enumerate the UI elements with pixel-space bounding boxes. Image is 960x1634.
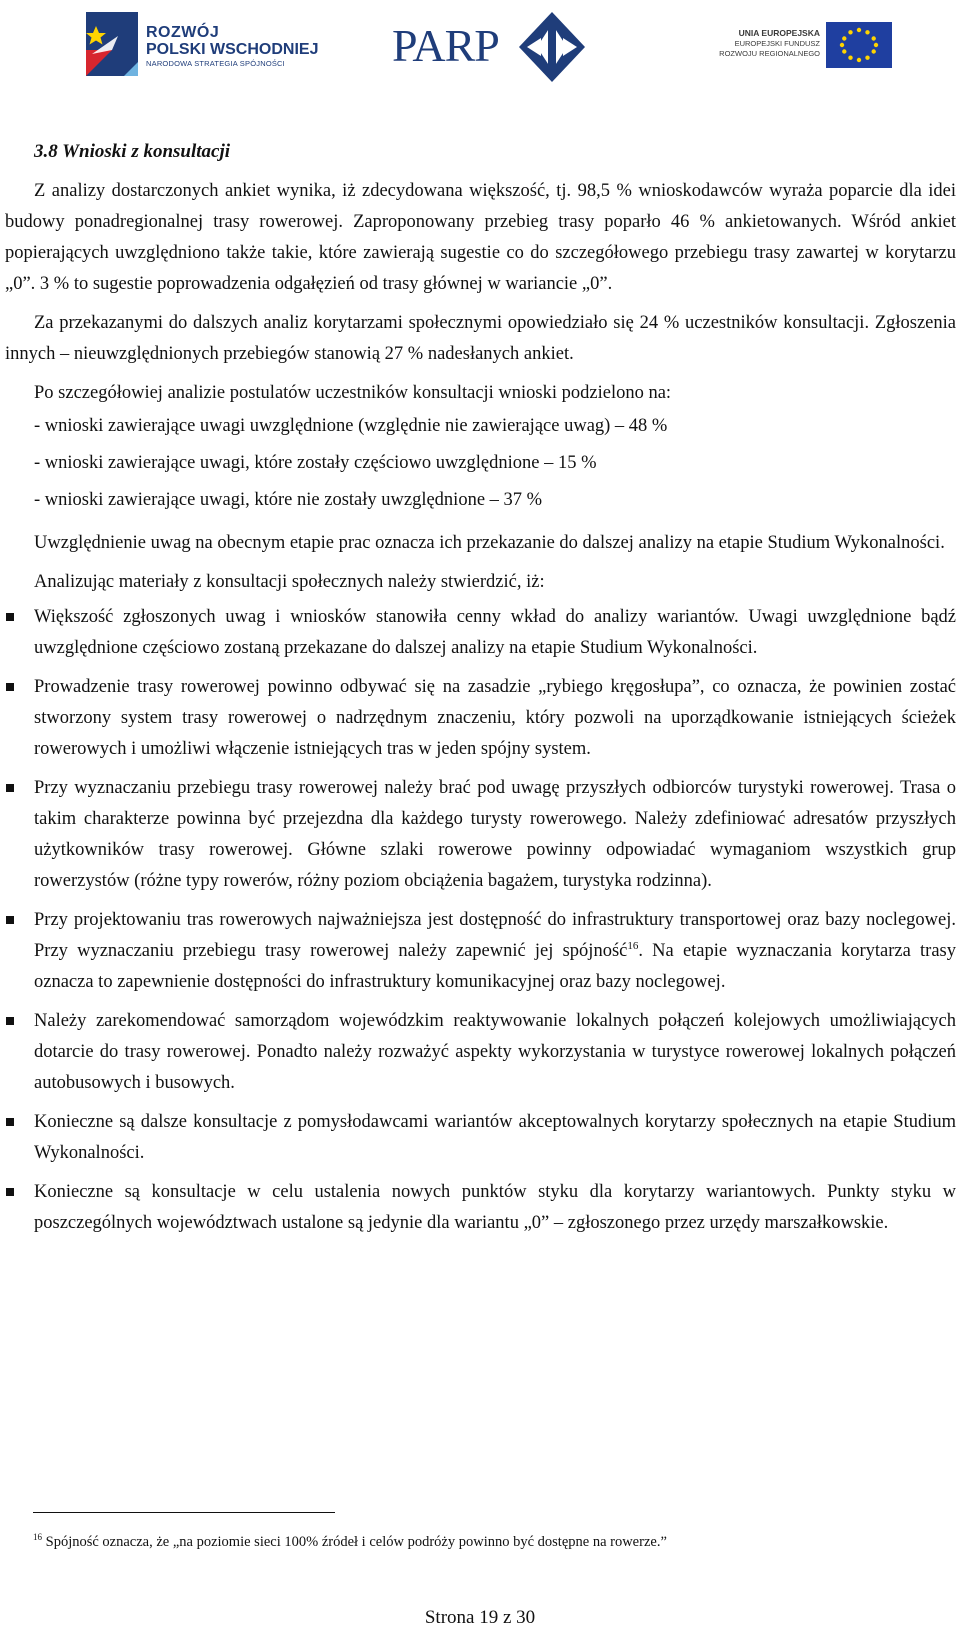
parp-logo: [392, 6, 602, 88]
footnote-number: 16: [33, 1532, 42, 1543]
page-header: [0, 0, 960, 100]
rpw-title-line1: ROZWÓJ: [146, 24, 220, 41]
eu-fund-line2: ROZWOJU REGIONALNEGO: [719, 49, 820, 58]
square-bullet-icon: [6, 1017, 14, 1025]
footnote: [33, 1532, 913, 1552]
list-item: Przy wyznaczaniu przebiegu trasy rowerowej należy brać pod uwagę przyszłych odbiorców turystyki rowerowej. Trasa o takim charakterze powinna być przejezdna dla każdego turysty rowerowego. Należy zdefiniować adresatów przyszłych użytkowników trasy rowerowej. Główne szlaki rowerowe powinny odpowiadać wymaganiom wszystkich grup rowerzystów (różne typy rowerów, różny poziom obciążenia bagażem, turystyka rodzinna).: [5, 773, 956, 897]
square-bullet-icon: [6, 1118, 14, 1126]
conclusions-list: [5, 602, 956, 1239]
footnote-divider: [33, 1512, 335, 1513]
list-item: Prowadzenie trasy rowerowej powinno odbywać się na zasadzie „rybiego kręgosłupa”, co oznacza, że powinien zostać stworzony system trasy rowerowej o nadrzędnym znaczeniu, który pozwoli na uporządkowanie istniejących ścieżek rowerowych i umożliwi włączenie istniejących tras w jeden spójny system.: [5, 672, 956, 765]
rpw-emblem-icon: [82, 10, 142, 80]
paragraph-survey-results: Z analizy dostarczonych ankiet wynika, iż zdecydowana większość, tj. 98,5 % wnioskodawców wyraża poparcie dla idei budowy ponadregionalnej trasy rowerowej. Zaproponowany przebieg trasy poparło 46 % ankietowanych. Wśród ankiet popierających uwzględniono także takie, które zawierają sugestie co do szczegółowego przebiegu trasy zawartej w korytarzu „0”. 3 % to sugestie poprowadzenia odgałęzień od trasy głównej w wariancie „0”.: [5, 181, 956, 294]
dash-item: - wnioski zawierające uwagi uwzględnione (względnie nie zawierające uwag) – 48 %: [34, 416, 668, 436]
list-item: Konieczne są konsultacje w celu ustalenia nowych punktów styku dla korytarzy wariantowych. Punkty styku w poszczególnych województwach ustalone są jedynie dla wariantu „0” – zgłoszonego przez urzędy marszałkowskie.: [5, 1177, 956, 1239]
paragraph-bullets-intro: Analizując materiały z konsultacji społecznych należy stwierdzić, iż:: [34, 572, 545, 592]
paragraph-analysis-intro: Po szczegółowiej analizie postulatów uczestników konsultacji wnioski podzielono na:: [34, 383, 672, 403]
square-bullet-icon: [6, 683, 14, 691]
dash-item: - wnioski zawierające uwagi, które nie zostały uwzględnione – 37 %: [34, 490, 543, 510]
paragraph-feasibility: Uwzględnienie uwag na obecnym etapie prac oznacza ich przekazanie do dalszej analizy na etapie Studium Wykonalności.: [34, 533, 945, 553]
list-item: Przy projektowaniu tras rowerowych najważniejsza jest dostępność do infrastruktury transportowej oraz bazy noclegowej. Przy wyznaczaniu przebiegu trasy rowerowej należy zapewnić jej spójność$^{16}$. Na etapie wyznaczania korytarza trasy oznacza to zapewnienie dostępności do infrastruktury komunikacyjnej oraz bazy noclegowej.: [5, 905, 956, 998]
footnote-text: Spójność oznacza, że „na poziomie sieci 100% źródeł i celów podróży powinno być dostępne na rowerze.”: [42, 1534, 667, 1550]
eu-flag-icon: [826, 22, 892, 68]
footnote-reference[interactable]: 16: [627, 939, 639, 952]
rpw-title-line2: POLSKI WSCHODNIEJ: [146, 41, 319, 58]
page-number: Strona 19 z 30: [424, 1607, 536, 1628]
paragraph-social-corridors: Za przekazanymi do dalszych analiz korytarzami społecznymi opowiedziało się 24 % uczestników konsultacji. Zgłoszenia innych – nieuwzględnionych przebiegów stanowią 27 % nadesłanych ankiet.: [5, 313, 956, 364]
list-item: Większość zgłoszonych uwag i wniosków stanowiła cenny wkład do analizy wariantów. Uwagi uwzględnione bądź uwzględnione częściowo zostaną przekazane do dalszej analizy na etapie Studium Wykonalności.: [5, 602, 956, 664]
parp-wordmark: PARP: [392, 20, 499, 71]
eu-fund-logo: [702, 22, 902, 72]
dash-item: - wnioski zawierające uwagi, które zostały częściowo uwzględnione – 15 %: [34, 453, 597, 473]
square-bullet-icon: [6, 916, 14, 924]
eu-title: UNIA EUROPEJSKA: [738, 28, 820, 38]
list-item: Konieczne są dalsze konsultacje z pomysłodawcami wariantów akceptowalnych korytarzy społecznych na etapie Studium Wykonalności.: [5, 1107, 956, 1169]
list-item: Należy zarekomendować samorządom wojewódzkim reaktywowanie lokalnych połączeń kolejowych umożliwiających dotarcie do trasy rowerowej. Ponadto należy rozważyć aspekty wykorzystania w turystyce rowerowej lokalnych połączeń autobusowych i busowych.: [5, 1006, 956, 1099]
document-body: [5, 138, 956, 1247]
square-bullet-icon: [6, 1188, 14, 1196]
square-bullet-icon: [6, 613, 14, 621]
eu-fund-line1: EUROPEJSKI FUNDUSZ: [734, 39, 820, 48]
rpw-subtitle: NARODOWA STRATEGIA SPÓJNOŚCI: [146, 59, 285, 68]
rozwoj-polski-wschodniej-logo: [82, 10, 342, 84]
parp-arrows-icon: [517, 10, 587, 84]
square-bullet-icon: [6, 784, 14, 792]
section-heading: 3.8 Wnioski z konsultacji: [34, 141, 231, 162]
